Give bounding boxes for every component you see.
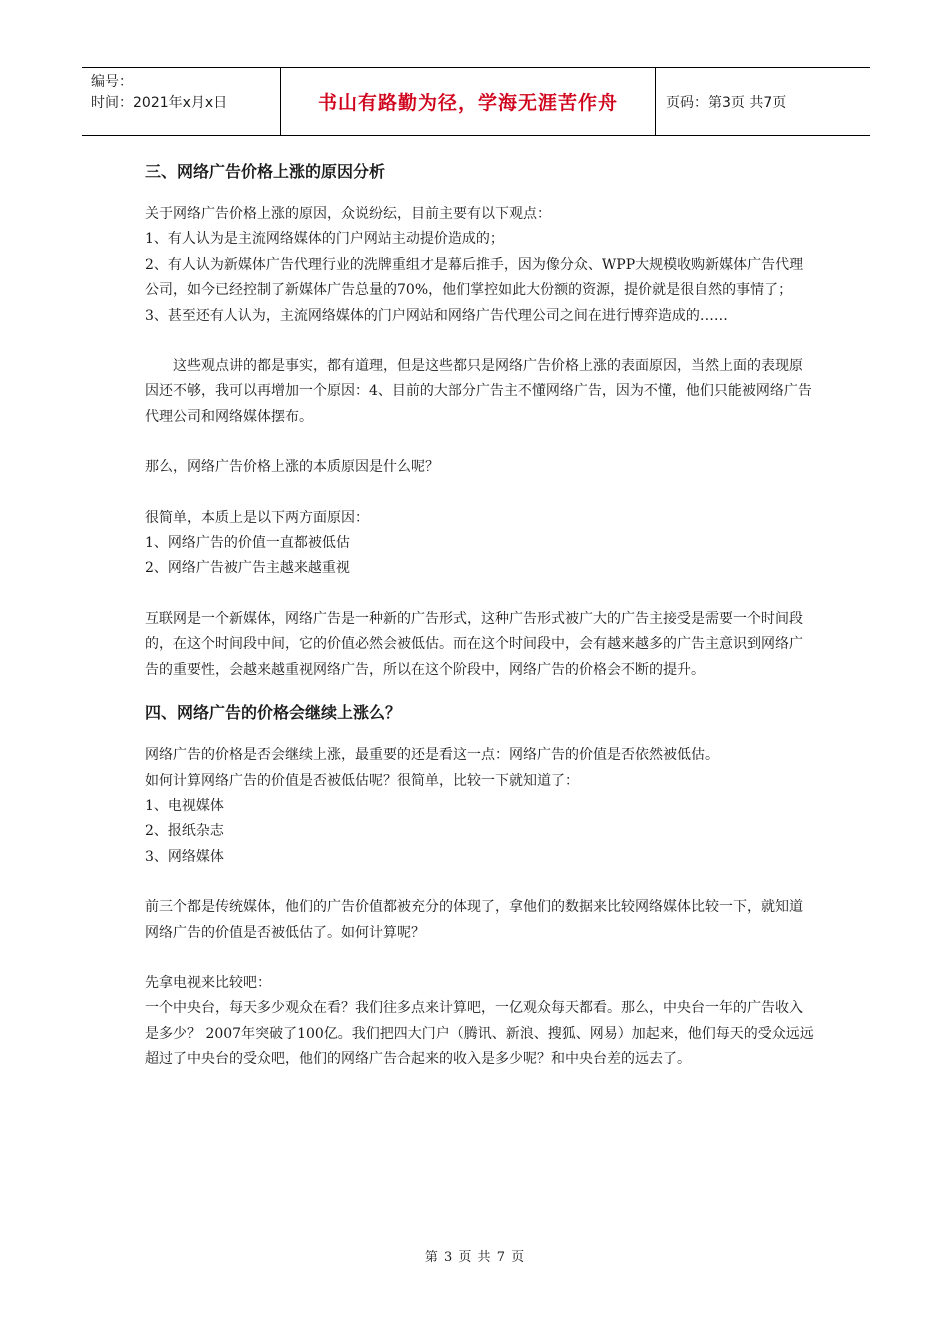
header-table: [82, 67, 870, 136]
section3-reason-2: 2、网络广告被广告主越来越重视: [145, 560, 350, 577]
header-motto: 书山有路勤为径，学海无涯苦作舟: [281, 68, 656, 135]
header-meta-cell: [82, 68, 281, 135]
section3-answer-intro: 很简单，本质上是以下两方面原因：: [145, 509, 369, 526]
section3-point-2: 2、有人认为新媒体广告代理行业的洗牌重组才是幕后推手，因为像分众、WPP大规模收购新媒体广告代理公司，如今已经控制了新媒体广告总量的70%，他们掌控如此大份额的资源，提价就是很自然的事情了；: [145, 256, 804, 299]
section4-paragraph-2: 如何计算网络广告的价值是否被低估呢？很简单，比较一下就知道了：: [145, 772, 579, 789]
section4-media-1: 1、电视媒体: [145, 797, 224, 814]
section3-point-3: 3、甚至还有人认为，主流网络媒体的门户网站和网络广告代理公司之间在进行博弈造成的……: [145, 307, 728, 324]
section3-intro: 关于网络广告价格上涨的原因，众说纷纭，目前主要有以下观点：: [145, 206, 551, 222]
section4-paragraph-1: 网络广告的价格是否会继续上涨，最重要的还是看这一点：网络广告的价值是否依然被低估。: [145, 747, 719, 764]
section4-title: 四、网络广告的价格会继续上涨么？: [145, 703, 402, 723]
header-page-label: 页码：第3页 共7页: [666, 94, 787, 111]
section3-question: 那么，网络广告价格上涨的本质原因是什么呢？: [145, 459, 439, 476]
page-footer: 第 3 页 共 7 页: [424, 1250, 526, 1265]
section3-paragraph-2: 互联网是一个新媒体，网络广告是一种新的广告形式，这种广告形式被广大的广告主接受是需要一个时间段的，在这个时间段中间，它的价值必然会被低估。而在这个时间段中，会有越来越多的广告主意识到网络广告的重要性，会越来越重视网络广告，所以在这个阶段中，网络广告的价格会不断的提升。: [145, 610, 803, 678]
doc-time-label: 时间：2021年x月x日: [91, 95, 228, 111]
section4-paragraph-4: 先拿电视来比较吧：: [145, 974, 271, 991]
section3-reason-1: 1、网络广告的价值一直都被低估: [145, 535, 350, 552]
doc-number-label: 编号：: [91, 74, 133, 90]
section3-paragraph-1: 这些观点讲的都是事实，都有道理，但是这些都只是网络广告价格上涨的表面原因，当然上面的表现原因还不够，我可以再增加一个原因：4、目前的大部分广告主不懂网络广告，因为不懂，他们只能被网络广告代理公司和网络媒体摆布。: [145, 358, 812, 425]
document-body: [145, 158, 815, 1073]
section4-media-3: 3、网络媒体: [145, 848, 224, 865]
section4-paragraph-3: 前三个都是传统媒体，他们的广告价值都被充分的体现了，拿他们的数据来比较网络媒体比较一下，就知道网络广告的价值是否被低估了。如何计算呢？: [145, 899, 803, 941]
section3-title: 三、网络广告价格上涨的原因分析: [145, 162, 386, 181]
section4-media-2: 2、报纸杂志: [145, 823, 224, 840]
section3-point-1: 1、有人认为是主流网络媒体的门户网站主动提价造成的；: [145, 231, 504, 248]
section4-paragraph-5: 一个中央台，每天多少观众在看？我们往多点来计算吧，一亿观众每天都看。那么，中央台一年的广告收入是多少？ 2007年突破了100亿。我们把四大门户（腾讯、新浪、搜狐、网易）加起来，他们每天的受众远远超过了中央台的受众吧，他们的网络广告合起来的收入是多少呢？和中央台差的远去了。: [145, 1000, 814, 1068]
